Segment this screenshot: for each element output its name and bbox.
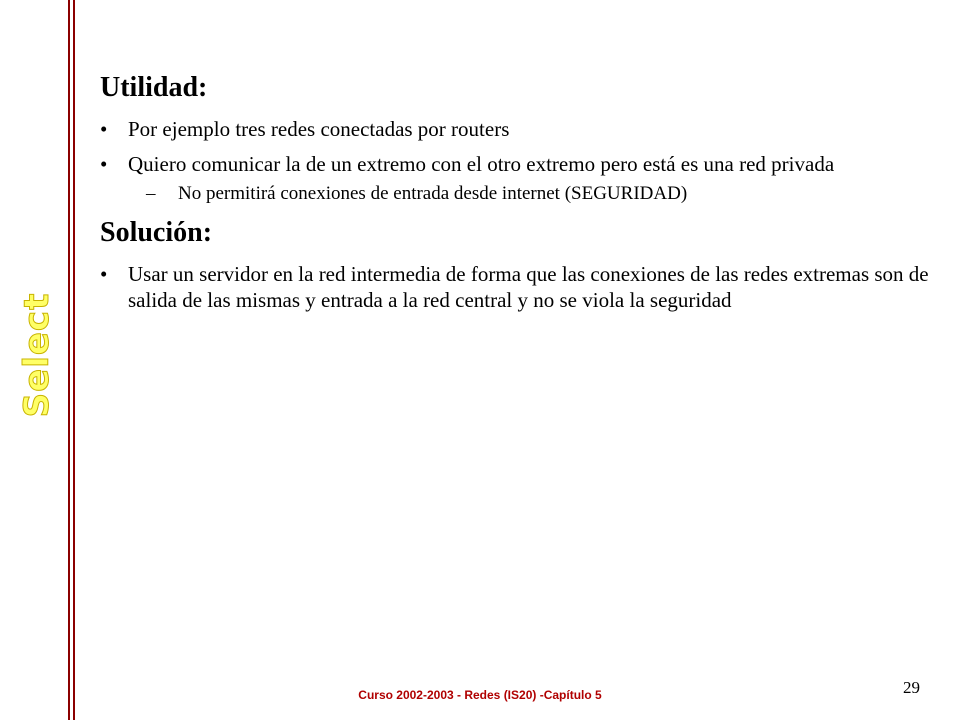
slide-content	[100, 70, 930, 322]
utilidad-list	[100, 116, 930, 206]
bullet-dot-icon: •	[100, 262, 108, 286]
bullet-text: Quiero comunicar la de un extremo con el otro extremo pero está es una red privada	[128, 152, 835, 176]
heading-utilidad: Utilidad:	[100, 72, 208, 103]
left-border-rule	[68, 0, 70, 720]
sub-list-item	[128, 182, 930, 206]
solucion-list	[100, 261, 930, 313]
bullet-text: Por ejemplo tres redes conectadas por routers	[128, 117, 510, 141]
heading-solucion: Solución:	[100, 217, 213, 248]
sub-bullet-text: No permitirá conexiones de entrada desde internet (SEGURIDAD)	[178, 183, 688, 204]
list-item	[100, 151, 930, 206]
bullet-dot-icon: •	[100, 152, 108, 176]
side-title: Select	[17, 292, 57, 418]
bullet-dot-icon: •	[100, 117, 108, 141]
left-border-rule-inner	[73, 0, 75, 720]
list-item	[100, 116, 930, 142]
list-item	[100, 261, 930, 313]
page-number: 29	[903, 678, 920, 697]
bullet-text: Usar un servidor en la red intermedia de forma que las conexiones de las redes extremas son de salida de las mismas y entrada a la red central y no se viola la seguridad	[128, 262, 929, 312]
sub-list	[128, 182, 930, 206]
dash-icon: –	[146, 183, 156, 204]
footer-course-info: Curso 2002-2003 - Redes (IS20) -Capítulo 5	[358, 688, 602, 702]
